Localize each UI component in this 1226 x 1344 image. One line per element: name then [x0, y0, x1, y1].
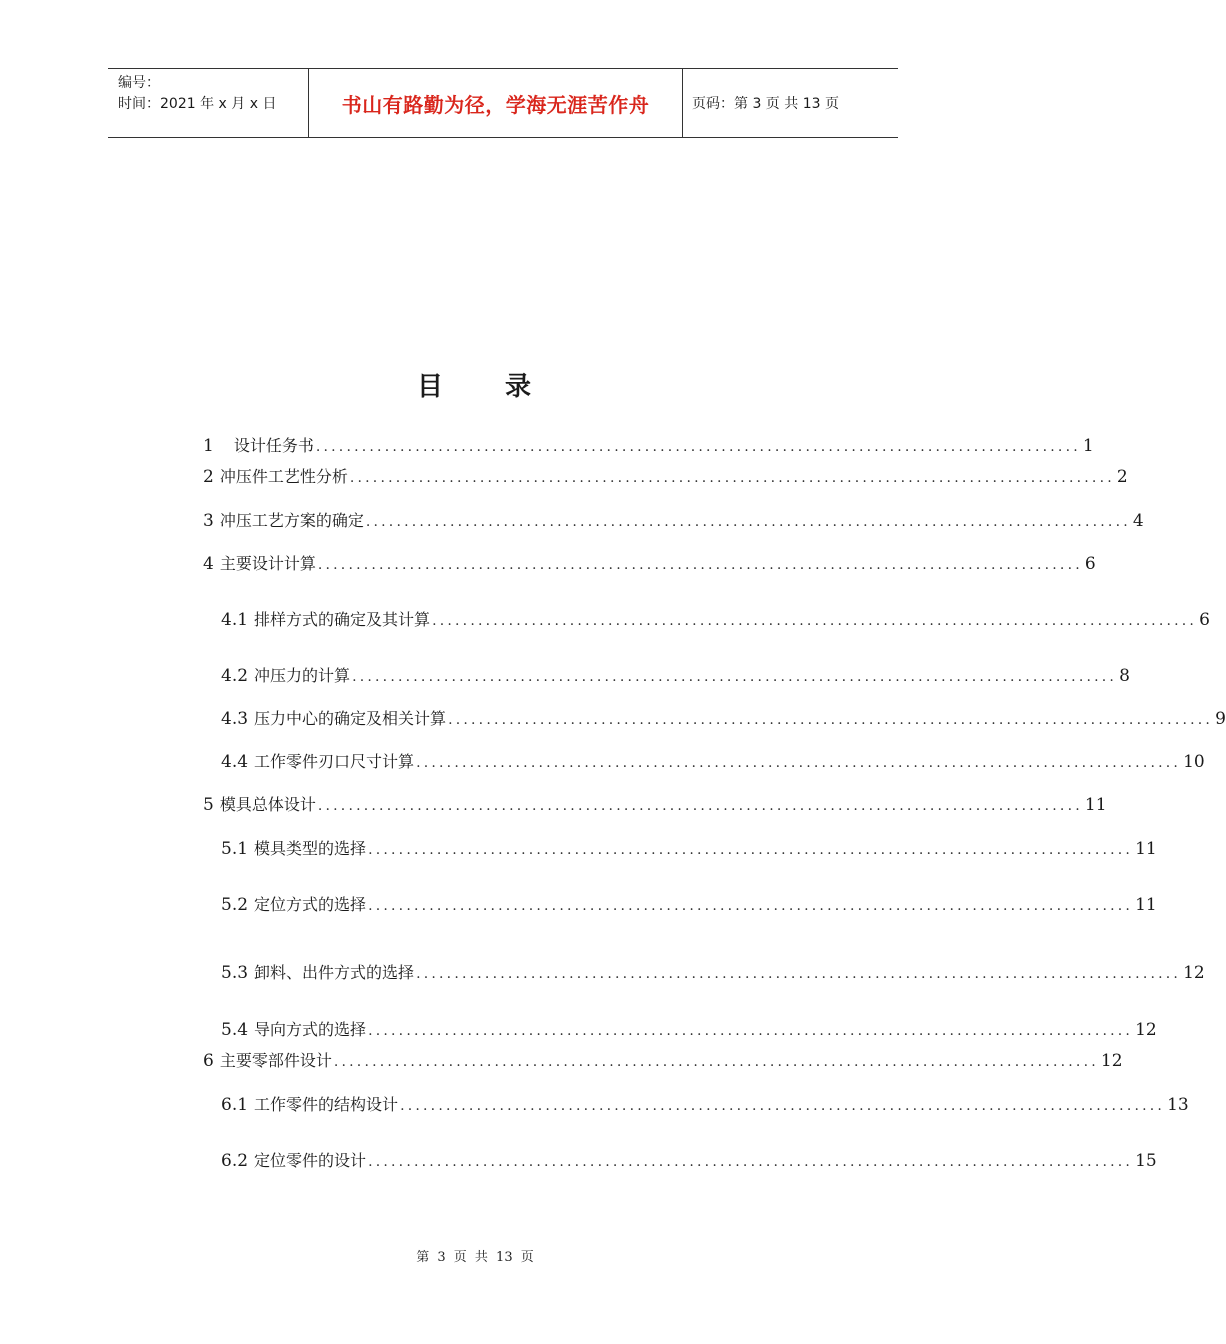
toc-leader-dots: ....................................................................................................: [333, 1054, 1099, 1070]
toc-leader-dots: ....................................................................................................: [317, 557, 1083, 573]
toc-entry[interactable]: [203, 1051, 1123, 1071]
toc-entry-label: 卸料、出件方式的选择: [254, 963, 415, 982]
toc-entry-number: 6: [203, 1051, 214, 1071]
toc-entry-page: 12: [1183, 963, 1205, 983]
toc-entry[interactable]: [221, 610, 1210, 630]
toc-entry[interactable]: [203, 554, 1096, 574]
toc-entry-page: 1: [1082, 436, 1094, 456]
toc-leader-dots: ....................................................................................................: [448, 712, 1214, 728]
toc-entry[interactable]: [221, 752, 1205, 772]
toc-entry-number: 3: [203, 511, 214, 531]
toc-entry-label: 压力中心的确定及相关计算: [254, 709, 447, 728]
toc-entry-label: 主要零部件设计: [219, 1051, 332, 1070]
toc-entry-label: 模具类型的选择: [254, 839, 367, 858]
toc-entry-page: 9: [1215, 709, 1226, 729]
toc-leader-dots: ....................................................................................................: [416, 755, 1182, 771]
toc-entry-page: 10: [1183, 752, 1205, 772]
toc-leader-dots: ....................................................................................................: [365, 514, 1131, 530]
toc-entry-page: 6: [1084, 554, 1096, 574]
toc-entry-label: 导向方式的选择: [254, 1020, 367, 1039]
toc-entry[interactable]: [221, 963, 1205, 983]
toc-entry[interactable]: [221, 895, 1157, 915]
toc-leader-dots: ....................................................................................................: [352, 669, 1118, 685]
toc-entry-number: 5.3: [221, 963, 249, 983]
toc-entry[interactable]: [221, 1151, 1157, 1171]
motto-text: 书山有路勤为径，学海无涯苦作舟: [341, 92, 650, 117]
toc-entry[interactable]: [203, 467, 1128, 487]
toc-entry-page: 8: [1119, 666, 1130, 686]
toc-leader-dots: ....................................................................................................: [368, 1154, 1134, 1170]
toc-leader-dots: ....................................................................................................: [368, 898, 1134, 914]
toc-entry[interactable]: [221, 839, 1157, 859]
page-info: 页码：第 3 页 共 13 页: [692, 96, 839, 112]
toc-entry[interactable]: [203, 436, 1094, 456]
toc-entry-label: 工作零件的结构设计: [254, 1095, 399, 1114]
page-footer: 第 3 页 共 13 页: [416, 1250, 534, 1265]
toc-entry-number: 4.4: [221, 752, 249, 772]
toc-leader-dots: ....................................................................................................: [368, 842, 1134, 858]
toc-entry-label: 定位零件的设计: [254, 1151, 367, 1170]
toc-entry-label: 模具总体设计: [219, 795, 316, 814]
header-motto-cell: [309, 69, 683, 137]
header-page-cell: [683, 69, 898, 137]
toc-entry-page: 13: [1167, 1095, 1189, 1115]
toc-leader-dots: ....................................................................................................: [315, 439, 1081, 455]
toc-entry-number: 6.2: [221, 1151, 249, 1171]
toc-entry-page: 4: [1132, 511, 1144, 531]
toc-entry-label: 定位方式的选择: [254, 895, 367, 914]
header-meta-cell: [108, 69, 309, 137]
toc-entry[interactable]: [203, 795, 1107, 815]
toc-entry-page: 12: [1100, 1051, 1123, 1071]
toc-entry-label: 冲压工艺方案的确定: [219, 511, 364, 530]
toc-leader-dots: ....................................................................................................: [400, 1098, 1166, 1114]
toc-leader-dots: ....................................................................................................: [317, 798, 1083, 814]
toc-entry-label: 主要设计计算: [219, 554, 316, 573]
toc-entry-number: 4.2: [221, 666, 249, 686]
toc-entry-label: 工作零件刃口尺寸计算: [254, 752, 415, 771]
toc-entry-label: 排样方式的确定及其计算: [254, 610, 431, 629]
toc-entry-number: 5.4: [221, 1020, 249, 1040]
toc-entry-number: 5.2: [221, 895, 249, 915]
toc-entry[interactable]: [221, 709, 1226, 729]
toc-entry-page: 12: [1135, 1020, 1157, 1040]
time-label: 时间：2021 年 x 月 x 日: [118, 96, 277, 112]
toc-entry[interactable]: [203, 511, 1144, 531]
toc-entry-label: 冲压件工艺性分析: [219, 467, 348, 486]
toc-entry[interactable]: [221, 1020, 1157, 1040]
toc-leader-dots: ....................................................................................................: [368, 1023, 1134, 1039]
toc-entry-number: 5: [203, 795, 214, 815]
toc-entry-page: 2: [1116, 467, 1128, 487]
toc-entry-label: 设计任务书: [233, 436, 314, 455]
toc-leader-dots: ....................................................................................................: [349, 470, 1115, 486]
toc-title-char-1: 目: [416, 372, 445, 402]
toc-title: [0, 366, 950, 403]
page-header: [108, 68, 898, 138]
toc-entry-number: 5.1: [221, 839, 249, 859]
toc-entry-page: 11: [1135, 839, 1157, 859]
toc-entry[interactable]: [221, 1095, 1189, 1115]
toc-entry-page: 6: [1199, 610, 1210, 630]
toc-entry-number: 4: [203, 554, 214, 574]
toc-entry-page: 11: [1084, 795, 1107, 815]
toc-entry-page: 15: [1135, 1151, 1157, 1171]
toc-leader-dots: ....................................................................................................: [416, 966, 1182, 982]
toc-entry-number: 4.1: [221, 610, 249, 630]
toc-entry-number: 1: [203, 436, 214, 456]
toc-title-char-2: 录: [505, 372, 534, 402]
toc-leader-dots: ....................................................................................................: [432, 613, 1198, 629]
code-label: 编号：: [118, 75, 160, 91]
toc-entry-number: 4.3: [221, 709, 249, 729]
toc-entry-number: 2: [203, 467, 214, 487]
toc-entry-number: 6.1: [221, 1095, 249, 1115]
toc-entry-label: 冲压力的计算: [254, 666, 351, 685]
toc-entry[interactable]: [221, 666, 1130, 686]
toc-entry-page: 11: [1135, 895, 1157, 915]
